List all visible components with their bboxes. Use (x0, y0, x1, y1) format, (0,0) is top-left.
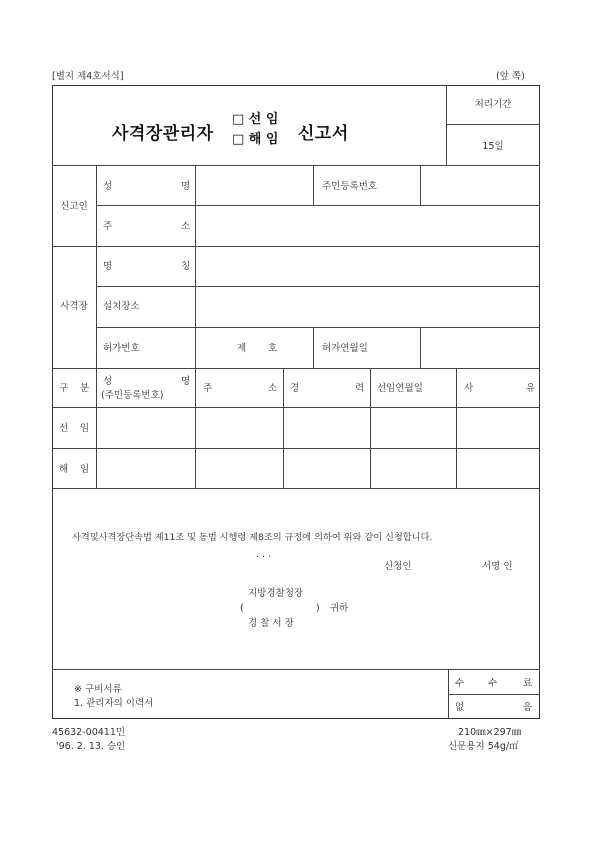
address-label-b: 소 (181, 221, 191, 232)
address-label-a: 주 (103, 221, 113, 232)
col-address-b: 소 (268, 383, 278, 394)
reporter-address-field[interactable] (196, 206, 539, 245)
appoint-address-field[interactable] (196, 408, 282, 447)
installation-location-label: 설치장소 (103, 301, 140, 312)
divider (313, 165, 314, 205)
col-career-a: 경 (290, 383, 300, 394)
range-title-label-a: 명 (103, 261, 113, 272)
dismiss-checkbox-option[interactable]: □ 해 임 (232, 132, 279, 147)
permit-date-label: 허가연월일 (322, 343, 368, 354)
applicant-label: 신청인 (384, 561, 412, 572)
appoint-checkbox-option[interactable]: □ 선 임 (232, 112, 279, 127)
name-label-b: 명 (181, 181, 191, 192)
paper-size: 210㎜×297㎜ (458, 727, 522, 738)
fee-label-a: 수 (455, 678, 465, 689)
installation-location-field[interactable] (196, 287, 539, 326)
fee-value-b: 음 (523, 702, 533, 713)
permit-number-label: 허가번호 (103, 343, 140, 354)
form-code: 45632-00411민 (52, 727, 126, 738)
recipient-suffix: 귀하 (330, 603, 349, 614)
attachment-item-resume: 1. 관리자의 이력서 (74, 698, 154, 709)
date-dots: . . . (256, 549, 272, 560)
dismiss-address-field[interactable] (196, 449, 282, 487)
col-type-a: 구 (59, 383, 69, 394)
permit-number-prefix: 제 (237, 343, 247, 354)
signature-label: 서명 인 (482, 561, 513, 572)
recipient-provincial-police: 지방경찰청장 (248, 588, 304, 599)
permit-number-suffix: 호 (268, 343, 278, 354)
attachments-heading: ※ 구비서류 (74, 684, 122, 695)
col-career-b: 력 (355, 383, 365, 394)
recipient-paren-open: ( (240, 603, 244, 614)
col-name-b: 명 (181, 376, 191, 387)
range-title-label-b: 칭 (181, 261, 191, 272)
divider (313, 327, 314, 368)
name-label-a: 성 (103, 181, 113, 192)
fee-value-a: 없 (455, 702, 465, 713)
recipient-paren-close: ) (316, 603, 320, 614)
reporter-resident-id-field[interactable] (421, 166, 539, 204)
col-name-sub: (주민등록번호) (101, 390, 164, 401)
paper-type: 신문용지 54g/㎡ (448, 741, 519, 752)
dismiss-career-field[interactable] (284, 449, 369, 487)
permit-date-field[interactable] (421, 328, 539, 367)
col-reason-b: 유 (526, 383, 536, 394)
divider (446, 85, 447, 165)
form-title-suffix: 신고서 (298, 124, 349, 144)
reporter-section-label: 신고인 (60, 201, 88, 212)
range-section-label: 사격장 (60, 301, 88, 312)
form-number: [별지 제4호서식] (52, 71, 124, 82)
col-reason-a: 사 (464, 383, 474, 394)
approval-date: '96. 2. 13. 승인 (56, 741, 126, 752)
processing-period-value: 15일 (482, 141, 504, 152)
divider (52, 669, 540, 670)
appoint-date-field[interactable] (371, 408, 455, 447)
form-title: 사격장관리자 (112, 124, 214, 144)
divider (448, 694, 540, 695)
divider (96, 165, 97, 368)
appoint-name-field[interactable] (97, 408, 194, 447)
divider (446, 124, 540, 125)
applicant-name-field[interactable] (415, 556, 479, 576)
row-appoint-a: 선 (59, 423, 69, 434)
divider (52, 368, 540, 369)
dismiss-name-field[interactable] (97, 449, 194, 487)
fee-label-c: 료 (523, 678, 533, 689)
col-appointment-date: 선임연월일 (377, 383, 423, 394)
col-address-a: 주 (203, 383, 213, 394)
recipient-police-station: 경 찰 서 장 (248, 618, 294, 629)
processing-period-label: 처리기간 (474, 99, 512, 110)
resident-id-label: 주민등록번호 (322, 181, 378, 192)
recipient-name-field[interactable] (248, 600, 314, 616)
dismiss-date-field[interactable] (371, 449, 455, 487)
reporter-name-field[interactable] (196, 166, 312, 204)
appoint-reason-field[interactable] (457, 408, 539, 447)
dismiss-reason-field[interactable] (457, 449, 539, 487)
divider (52, 488, 540, 489)
permit-number-field[interactable] (250, 330, 266, 364)
row-dismiss-b: 임 (80, 464, 90, 475)
row-appoint-b: 임 (80, 423, 90, 434)
col-name-a: 성 (103, 376, 113, 387)
row-dismiss-a: 해 (59, 464, 69, 475)
statement-text: 사격및사격장단속법 제11조 및 동법 시행령 제8조의 규정에 의하여 위와 같이 신청합니다. (72, 532, 433, 543)
appoint-career-field[interactable] (284, 408, 369, 447)
fee-label-b: 수 (488, 678, 498, 689)
col-type-b: 분 (80, 383, 90, 394)
page-side: (앞 쪽) (496, 71, 525, 82)
range-name-field[interactable] (196, 247, 539, 285)
